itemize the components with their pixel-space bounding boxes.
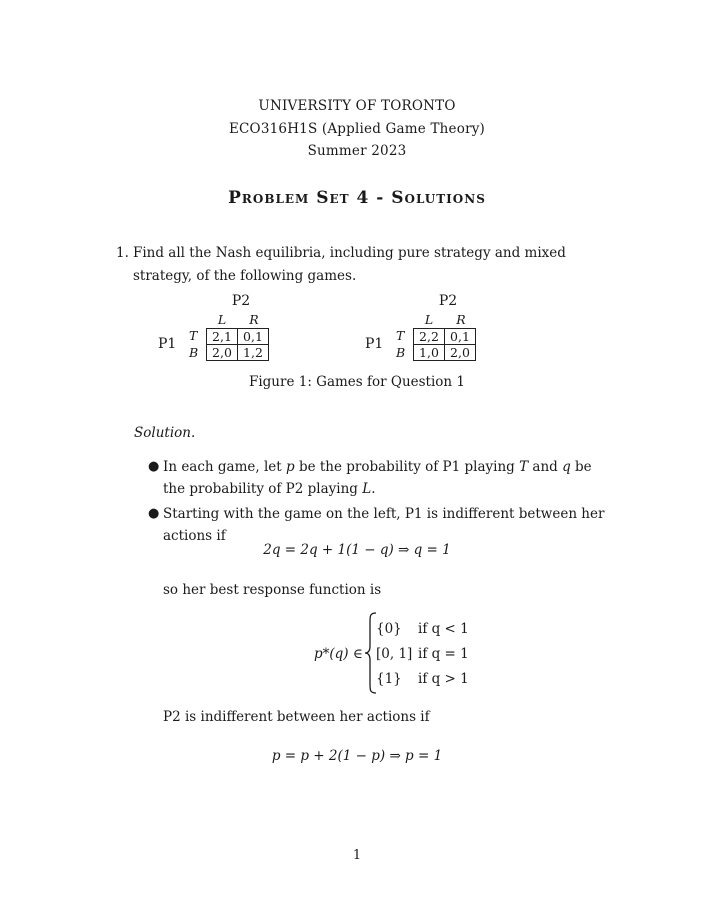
row-T-label: T bbox=[189, 328, 198, 343]
course-name: ECO316H1S (Applied Game Theory) bbox=[228, 121, 486, 137]
bullet-dot: ● bbox=[148, 459, 160, 474]
case-condition: if q = 1 bbox=[418, 646, 469, 662]
payoff-cell: 0,1 bbox=[445, 329, 476, 345]
player2-label: P2 bbox=[438, 293, 458, 309]
payoff-cell: 1,2 bbox=[238, 345, 269, 361]
case-value: {1} bbox=[376, 671, 402, 687]
payoff-cell: 2,0 bbox=[445, 345, 476, 361]
best-response-lhs: p*(q) ∈ bbox=[314, 646, 363, 662]
bullet-text: In each game, let p be the probability of P1 playing T and q be the probability of P2 playing L. bbox=[163, 459, 592, 497]
column-L-label: L bbox=[424, 312, 434, 327]
player1-label: P1 bbox=[365, 336, 384, 352]
payoff-cell: 1,0 bbox=[414, 345, 445, 361]
row-B-label: B bbox=[396, 345, 406, 360]
equation-q: 2q = 2q + 1(1 − q) ⇒ q = 1 bbox=[263, 542, 451, 558]
question-text: Find all the Nash equilibria, including pure strategy and mixed strategy, of the following games. bbox=[133, 245, 566, 284]
payoff-cell: 0,1 bbox=[238, 329, 269, 345]
university-name: UNIVERSITY OF TORONTO bbox=[258, 98, 456, 114]
player1-label: P1 bbox=[158, 336, 177, 352]
game-right bbox=[363, 293, 493, 368]
best-response-function bbox=[314, 612, 514, 694]
case-condition: if q > 1 bbox=[418, 671, 469, 687]
row-T-label: T bbox=[396, 328, 405, 343]
case-value: {0} bbox=[376, 621, 402, 637]
case-value: [0, 1] bbox=[376, 646, 413, 662]
equation-p: p = p + 2(1 − p) ⇒ p = 1 bbox=[271, 748, 443, 764]
payoff-matrix bbox=[206, 328, 269, 361]
best-response-intro: so her best response function is bbox=[163, 582, 382, 598]
bullet-text: Starting with the game on the left, P1 is indifferent between her actions if bbox=[163, 506, 605, 544]
p2-indifference-text: P2 is indifferent between her actions if bbox=[163, 709, 430, 725]
column-L-label: L bbox=[217, 312, 227, 327]
solution-label: Solution. bbox=[134, 425, 196, 441]
column-R-label: R bbox=[249, 312, 259, 327]
row-B-label: B bbox=[189, 345, 199, 360]
game-left bbox=[156, 293, 286, 368]
payoff-matrix bbox=[413, 328, 476, 361]
payoff-cell: 2,2 bbox=[414, 329, 445, 345]
figure-caption: Figure 1: Games for Question 1 bbox=[248, 374, 466, 390]
payoff-cell: 2,0 bbox=[207, 345, 238, 361]
page-title: Problem Set 4 - Solutions bbox=[228, 188, 486, 208]
player2-label: P2 bbox=[231, 293, 251, 309]
bullet-dot: ● bbox=[148, 506, 160, 521]
payoff-cell: 2,1 bbox=[207, 329, 238, 345]
question-number: 1. bbox=[116, 245, 129, 261]
column-R-label: R bbox=[456, 312, 466, 327]
page-number: 1 bbox=[352, 848, 362, 863]
case-condition: if q < 1 bbox=[418, 621, 469, 637]
term: Summer 2023 bbox=[307, 143, 407, 159]
